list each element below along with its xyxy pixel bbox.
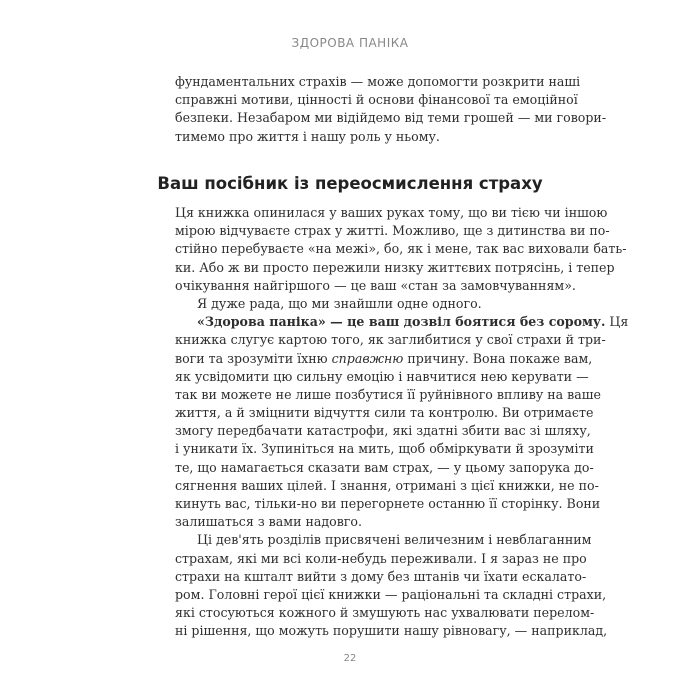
text-line: мірою відчуваєте страх у житті. Можливо, ще з дитинства ви по- xyxy=(175,223,610,239)
text-line: ні рішення, що можуть порушити нашу рівновагу, — наприклад, xyxy=(175,623,608,639)
section-heading: Ваш посібник із переосмислення страху xyxy=(157,174,543,193)
text-line: тимемо про життя і нашу роль у ньому. xyxy=(175,128,440,144)
text-line xyxy=(175,313,629,331)
text-line: кинуть вас, тільки-но ви перегорнете останню її сторінку. Вони xyxy=(175,496,601,511)
intro-paragraph xyxy=(175,73,607,146)
text-line: залишаться з вами надовго. xyxy=(175,514,362,530)
text-line: життя, а й зміцнити відчуття сили та контролю. Ви отримаєте xyxy=(175,405,594,421)
body-text xyxy=(175,204,629,641)
text-line: справжні мотиви, цінності й основи фінансової та емоційної xyxy=(175,92,578,108)
text-line: так ви можете не лише позбутися її руйнівного впливу на ваше xyxy=(175,386,601,402)
text-line: страхи на кшталт вийти з дому без штанів чи їхати ескалато- xyxy=(175,568,587,584)
page-number: 22 xyxy=(343,653,357,664)
text-fragment: воги та зрозуміти їхню xyxy=(175,350,332,366)
text-line: страхам, які ми всі коли-небудь переживали. І я зараз не про xyxy=(175,550,587,566)
bold-statement: «Здорова паніка» — це ваш дозвіл боятися без сорому. xyxy=(197,314,606,330)
text-fragment: Ця xyxy=(605,314,629,330)
text-line: безпеки. Незабаром ми відійдемо від теми грошей — ми говори- xyxy=(175,110,607,126)
text-line: Ці дев'ять розділів присвячені величезним і невблаганним xyxy=(197,532,592,548)
text-line: стійно перебуваєте «на межі», бо, як і мене, так вас виховали бать- xyxy=(175,241,627,257)
running-header: ЗДОРОВА ПАНІКА xyxy=(291,36,409,50)
text-line: сягнення ваших цілей. І знання, отримані з цієї книжки, не по- xyxy=(175,477,599,493)
text-line: те, що намагається сказати вам страх, — у цьому запорука до- xyxy=(175,459,594,475)
text-fragment: причину. Вона покаже вам, xyxy=(403,350,593,366)
text-line: очікування найгіршого — це ваш «стан за замовчуванням». xyxy=(175,277,576,293)
text-line: ки. Або ж ви просто пережили низку життєвих потрясінь, і тепер xyxy=(175,259,615,275)
italic-word: справжню xyxy=(331,350,404,366)
text-line: змогу передбачати катастрофи, які здатні збити вас зі шляху, xyxy=(175,423,591,439)
text-line: фундаментальних страхів — може допомогти розкрити наші xyxy=(175,74,581,89)
text-line: Я дуже рада, що ми знайшли одне одного. xyxy=(197,295,482,311)
text-line xyxy=(175,350,593,368)
text-line: Ця книжка опинилася у ваших руках тому, що ви тією чи іншою xyxy=(175,205,608,220)
text-line: які стосуються кожного й змушують нас ухвалювати перелом- xyxy=(175,605,595,621)
text-line: і уникати їх. Зупиніться на мить, щоб обміркувати й зрозуміти xyxy=(175,441,594,457)
text-line: книжка слугує картою того, як заглибитися у свої страхи й три- xyxy=(175,332,606,348)
text-line: як усвідомити цю сильну емоцію і навчитися нею керувати — xyxy=(175,368,589,384)
text-line: ром. Головні герої цієї книжки — раціональні та складні страхи, xyxy=(175,586,607,602)
